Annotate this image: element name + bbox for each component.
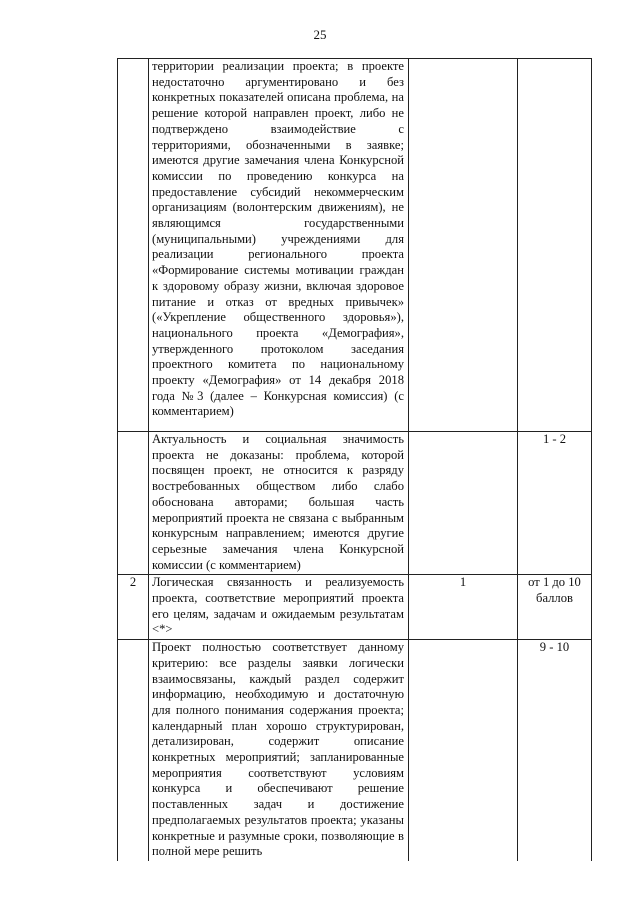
row-number: [118, 640, 149, 861]
weight-value: [409, 59, 518, 432]
score-value: 9 - 10: [518, 640, 592, 861]
criteria-table: [117, 58, 592, 861]
page-number: 25: [313, 27, 327, 42]
table-row: [118, 575, 592, 640]
weight-value: [409, 432, 518, 575]
row-number: [118, 432, 149, 575]
criterion-text: Проект полностью соответствует данному критерию: все разделы заявки логически взаимосвязаны, каждый раздел содержит информацию, необходимую и достаточную для полного понимания содержания проекта; календарный план хорошо структурирован, детализирован, содержит описание конкретных мероприятий; запланированные мероприятия соответствуют условиям конкурса и обеспечивают решение поставленных задач и достижение предполагаемых результатов проекта; указаны конкретные и разумные сроки, позволяющие в полной мере решить: [152, 640, 404, 859]
row-number: 2: [118, 575, 149, 640]
score-value: от 1 до 10 баллов: [518, 575, 592, 640]
table-row: [118, 59, 592, 432]
weight-value: 1: [409, 575, 518, 640]
row-number: [118, 59, 149, 432]
score-value: [518, 59, 592, 432]
table-row: [118, 640, 592, 861]
criterion-text: территории реализации проекта; в проекте недостаточно аргументировано и без конкретных показателей описана проблема, на решение которой направлен проект, либо не подтверждено взаимодействие с территориями, обозначенными в заявке; имеются другие замечания члена Конкурсной комиссии по проведению конкурса на предоставление субсидий некоммерческим организациям (волонтерским движениям), не являющимся государственными (муниципальными) учреждениями для реализации регионального проекта «Формирование системы мотивации граждан к здоровому образу жизни, включая здоровое питание и отказ от вредных привычек» («Укрепление общественного здоровья»), национального проекта «Демография», утвержденного протоколом заседания проектного комитета по национальному проекту «Демография» от 14 декабря 2018 года №3 (далее – Конкурсная комиссия) (с комментарием): [152, 59, 404, 419]
weight-value: [409, 640, 518, 861]
table-row: [118, 432, 592, 575]
criterion-text: Логическая связанность и реализуемость проекта, соответствие мероприятий проекта его целям, задачам и ожидаемым результатам <*>: [152, 575, 404, 637]
score-value: 1 - 2: [518, 432, 592, 575]
criterion-text: Актуальность и социальная значимость проекта не доказаны: проблема, которой посвящен проект, не относится к разряду востребованных обществом либо слабо обоснована авторами; большая часть мероприятий проекта не связана с выбранным конкурсным направлением; имеются другие серьезные замечания члена Конкурсной комиссии (с комментарием): [152, 432, 404, 572]
